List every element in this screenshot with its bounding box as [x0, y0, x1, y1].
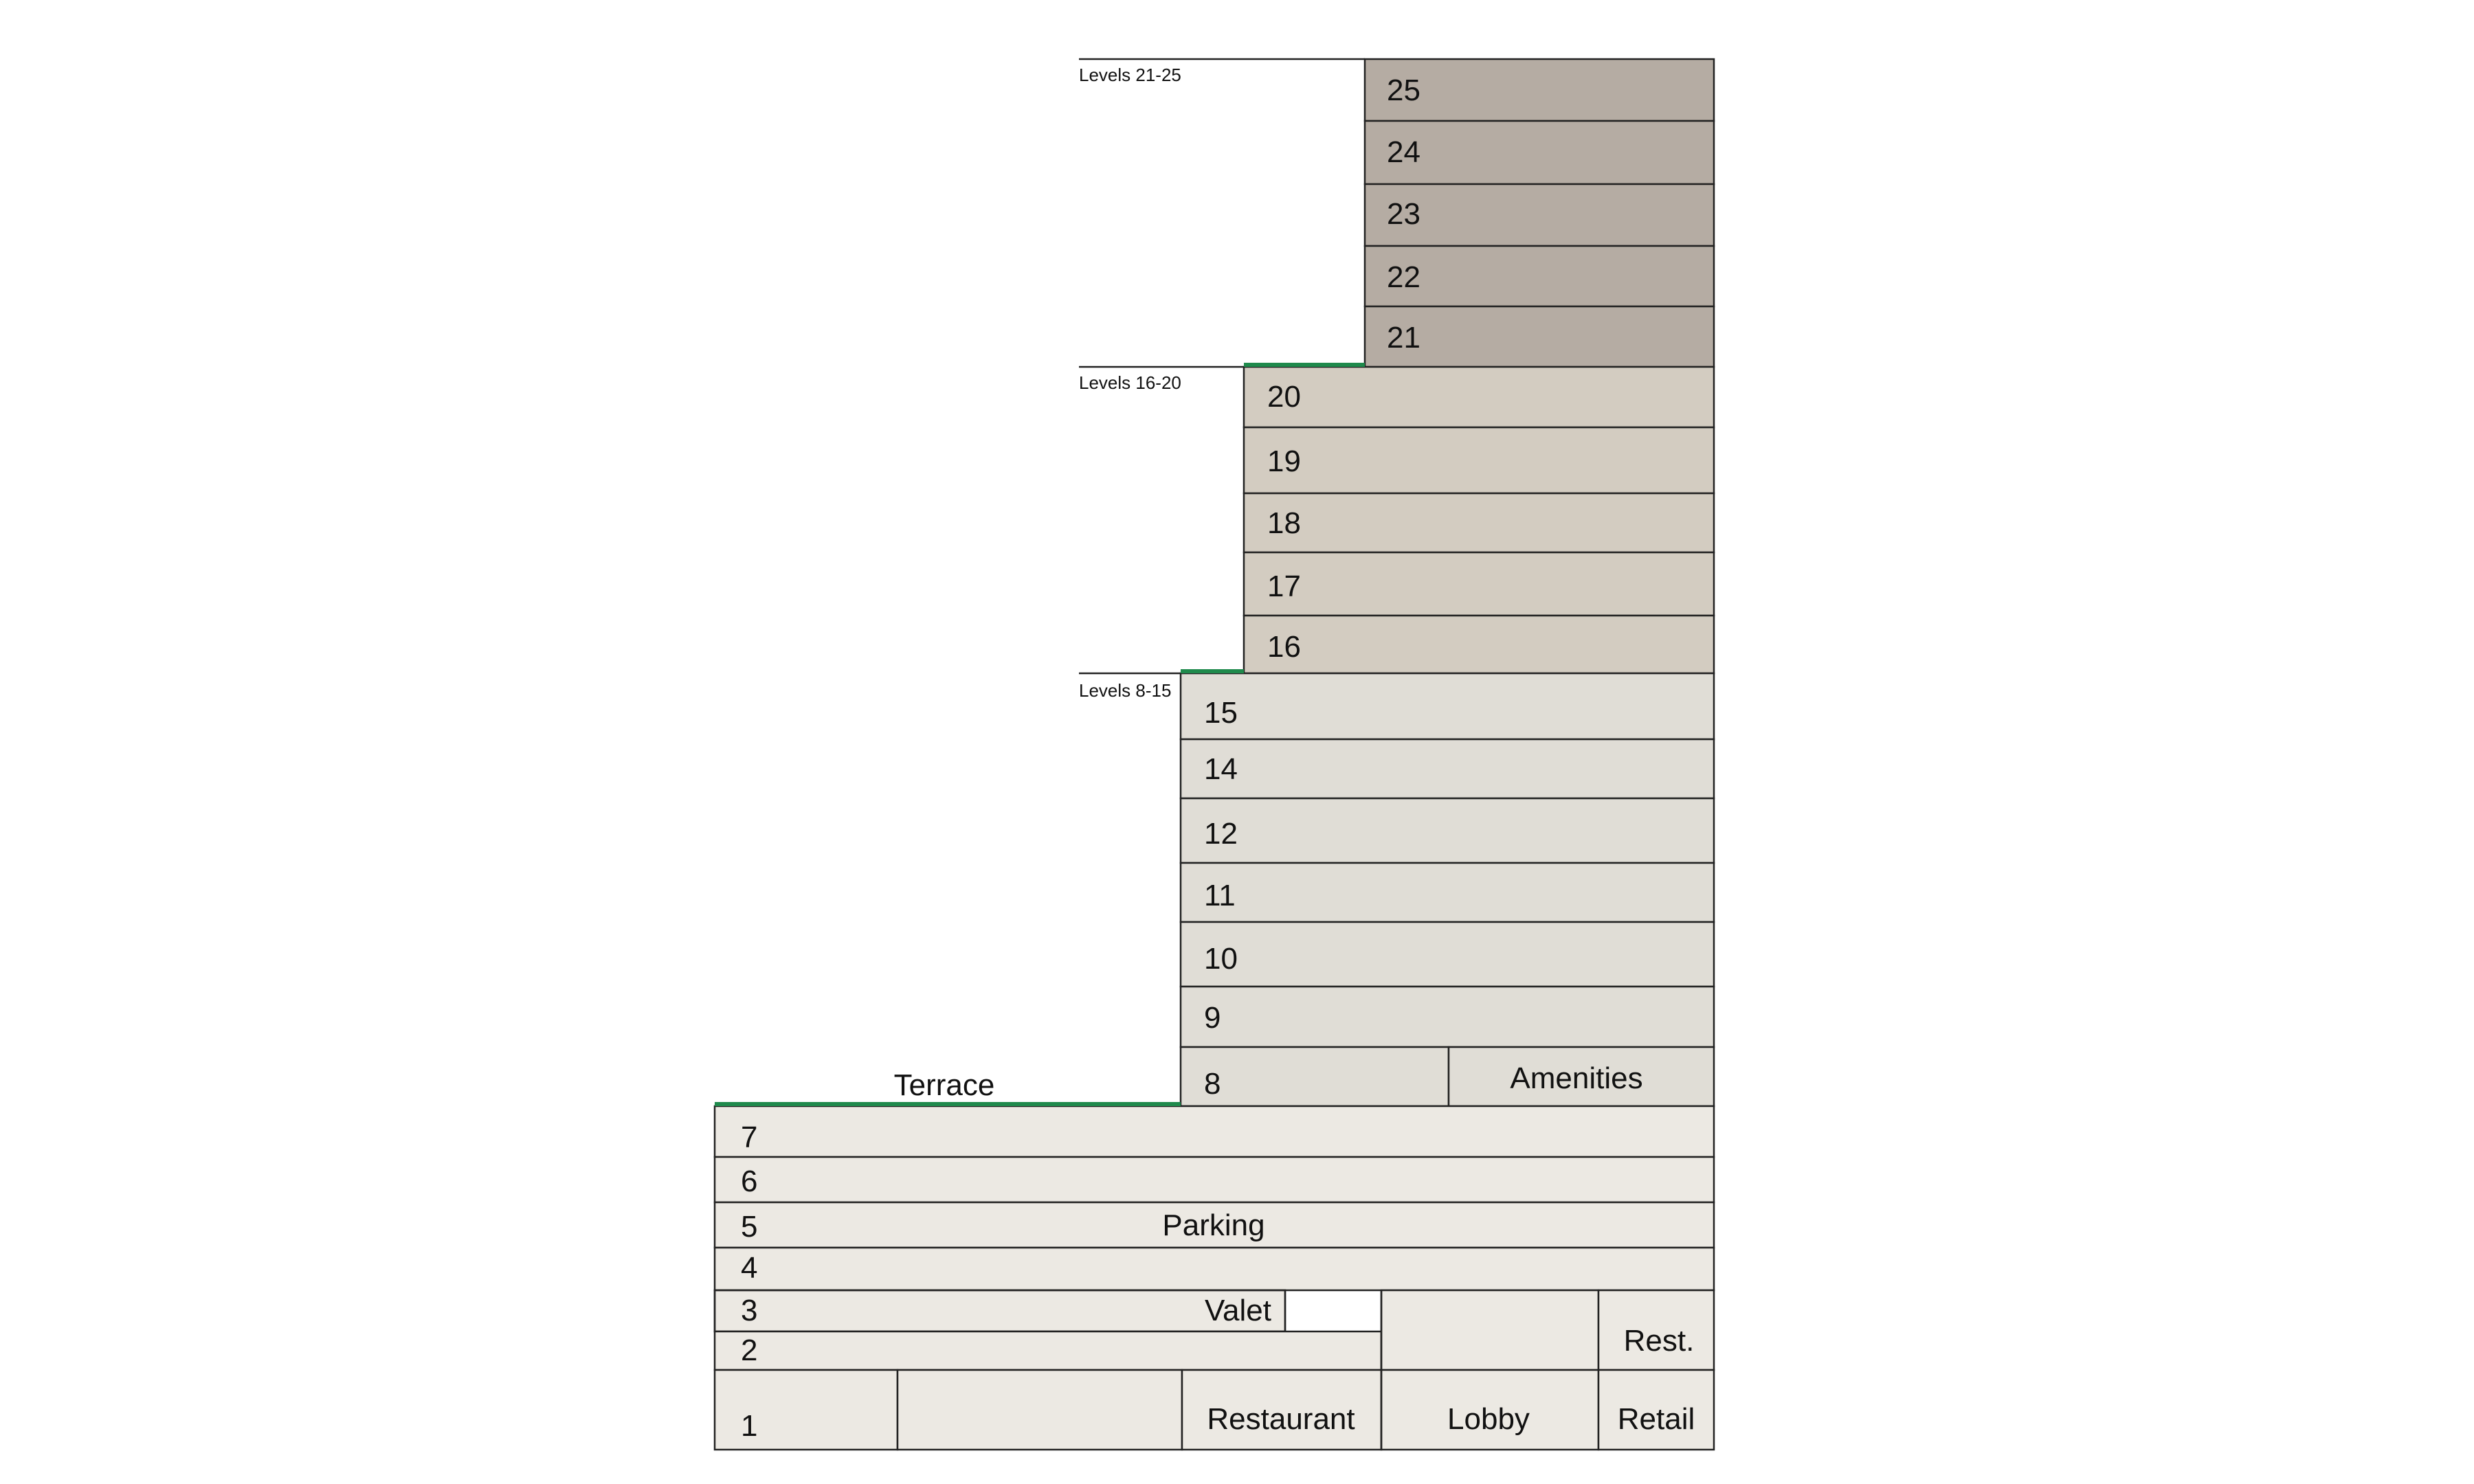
- floor-label-19: 19: [1267, 445, 1301, 478]
- floor-label-25: 25: [1387, 74, 1420, 107]
- floor-4: [715, 1248, 1714, 1290]
- floor-label-10: 10: [1204, 942, 1238, 976]
- floor-14: [1181, 739, 1714, 798]
- floor-label-1: 1: [741, 1409, 758, 1443]
- floor-label-8: 8: [1204, 1067, 1221, 1101]
- floor-label-16: 16: [1267, 630, 1301, 664]
- parking-label: Parking: [1162, 1208, 1265, 1242]
- floor-9: [1181, 987, 1714, 1047]
- floor-10: [1181, 922, 1714, 987]
- floor-label-3: 3: [741, 1294, 758, 1327]
- floor-label-15: 15: [1204, 696, 1238, 730]
- terrace-label: Terrace: [893, 1068, 995, 1102]
- floor-label-5: 5: [741, 1210, 758, 1244]
- valet-label: Valet: [1204, 1294, 1271, 1327]
- terrace: [715, 1068, 1181, 1104]
- group-label-16-20: Levels 16-20: [1079, 372, 1181, 393]
- floor-15: [1181, 673, 1714, 739]
- tier-levels-16-20: [1244, 367, 1714, 673]
- amenities-label: Amenities: [1510, 1061, 1643, 1095]
- floor-label-18: 18: [1267, 506, 1301, 540]
- floor-19: [1244, 427, 1714, 493]
- floor-12: [1181, 798, 1714, 863]
- floor-18: [1244, 493, 1714, 552]
- floor-label-9: 9: [1204, 1001, 1221, 1035]
- floor-label-6: 6: [741, 1165, 758, 1198]
- lobby-upper-space: [1381, 1290, 1598, 1370]
- floor-label-17: 17: [1267, 570, 1301, 603]
- floor-label-14: 14: [1204, 752, 1238, 786]
- floor-label-20: 20: [1267, 380, 1301, 414]
- floor-8: [1181, 1047, 1449, 1106]
- floor-2: [715, 1331, 1381, 1370]
- retail-label: Retail: [1617, 1402, 1695, 1436]
- floor-16: [1244, 616, 1714, 673]
- floor-6: [715, 1157, 1714, 1202]
- floor-1-space: [898, 1370, 1182, 1450]
- lobby-label: Lobby: [1447, 1402, 1530, 1436]
- tier-levels-8-15: [1181, 673, 1714, 1106]
- floor-3: [715, 1290, 1285, 1331]
- floor-label-4: 4: [741, 1251, 758, 1285]
- floor-label-23: 23: [1387, 197, 1420, 231]
- floor-label-7: 7: [741, 1121, 758, 1154]
- restaurant-label: Restaurant: [1207, 1402, 1355, 1436]
- floor-label-24: 24: [1387, 135, 1420, 169]
- floor-7: [715, 1106, 1714, 1157]
- tier-levels-21-25: [1365, 59, 1714, 367]
- floor-label-11: 11: [1204, 879, 1236, 912]
- group-label-21-25: Levels 21-25: [1079, 65, 1181, 85]
- floor-17: [1244, 552, 1714, 616]
- floor-20: [1244, 367, 1714, 427]
- floor-label-21: 21: [1387, 321, 1420, 355]
- rest-label: Rest.: [1623, 1324, 1695, 1358]
- floor-label-22: 22: [1387, 260, 1420, 294]
- floor-label-2: 2: [741, 1334, 758, 1367]
- group-label-8-15: Levels 8-15: [1079, 680, 1172, 701]
- floor-label-12: 12: [1204, 817, 1238, 851]
- floor-11: [1181, 863, 1714, 922]
